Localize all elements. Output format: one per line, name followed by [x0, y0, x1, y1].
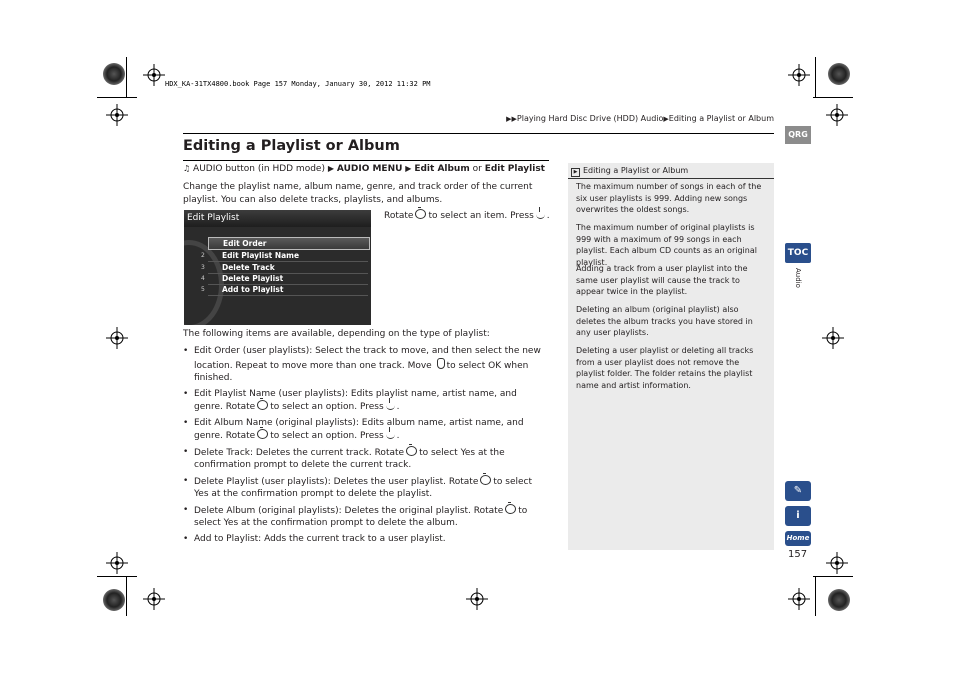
crosshair-mark	[143, 64, 165, 86]
bullet-text: to select an option. Press	[270, 431, 384, 441]
crop-line	[97, 576, 137, 577]
screen-header: Edit Playlist	[184, 210, 371, 227]
home-button[interactable]	[785, 531, 811, 546]
rotate-text: Rotate	[384, 211, 414, 221]
bullet-term: Edit Order (user playlists)	[194, 346, 310, 356]
knob-icon	[505, 504, 516, 514]
registration-dial	[103, 63, 125, 85]
move-icon	[437, 358, 445, 369]
bullet-text: : Deletes the original playlist. Rotate	[338, 505, 504, 516]
menu-item-label: Delete Playlist	[222, 274, 284, 283]
press-icon	[386, 401, 395, 410]
crop-line	[126, 57, 127, 97]
side-note-paragraph: Deleting a user playlist or deleting all tracks from a user playlist does not remove the playlist folder. The folder retains the playlist name and artist information.	[576, 346, 754, 390]
menu-item-number: 2	[201, 252, 205, 259]
knob-icon	[257, 400, 268, 410]
side-note-paragraph: Adding a track from a user playlist into the same user playlist will cause the track to appear twice in the playlist.	[576, 264, 748, 296]
crosshair-mark	[822, 327, 844, 349]
rotate-text: .	[546, 211, 550, 221]
following-text: The following items are available, depending on the type of playlist:	[183, 329, 490, 339]
list-item	[183, 446, 543, 472]
qrg-tab[interactable]: QRG	[785, 126, 811, 144]
path-menu: AUDIO MENU	[336, 164, 403, 174]
breadcrumb	[506, 114, 774, 123]
bullet-text: : Edits playlist name, artist name, and genre. Rotate	[194, 388, 517, 412]
note-box-icon: ▶	[571, 168, 580, 177]
voice-command-index-icon[interactable]: ✎	[785, 481, 811, 501]
bullet-text: to select	[446, 360, 486, 371]
list-item	[183, 345, 543, 385]
page-number: 157	[788, 549, 808, 560]
registration-dial	[103, 589, 125, 611]
menu-item-label: Edit Playlist Name	[222, 251, 300, 260]
bullet-text: Yes	[194, 489, 209, 499]
menu-item-number: 4	[201, 275, 205, 282]
home-label: Home	[786, 534, 810, 542]
bullet-text: at the confirmation prompt to delete the playlist.	[211, 489, 433, 499]
crop-line	[126, 576, 127, 616]
crop-line	[813, 576, 853, 577]
bullet-text: : Deletes the user playlist. Rotate	[327, 476, 479, 487]
side-note-paragraph: The maximum number of original playlists is 999 with a maximum of 99 songs in each playlist. Each album CD counts as an original playlist.	[576, 223, 757, 267]
bullet-text: : Deletes the current track. Rotate	[249, 447, 405, 458]
registration-dial	[828, 589, 850, 611]
crop-line	[97, 97, 137, 98]
crosshair-mark	[106, 104, 128, 126]
bullet-text: Yes	[223, 518, 239, 528]
bullet-text: to select	[419, 447, 458, 458]
page-title: Editing a Playlist or Album	[183, 138, 400, 154]
crosshair-mark	[106, 327, 128, 349]
bullet-text: to select	[493, 476, 533, 487]
file-info: HDX_KA-31TX4800.book Page 157 Monday, January 30, 2012 11:32 PM	[165, 80, 431, 88]
breadcrumb-parent[interactable]: Playing Hard Disc Drive (HDD) Audio	[516, 114, 664, 123]
bullet-text: at the confirmation prompt to delete the current track.	[194, 447, 505, 470]
crop-line	[813, 97, 853, 98]
crosshair-mark	[106, 552, 128, 574]
knob-icon	[480, 475, 491, 485]
toc-tab[interactable]: TOC	[785, 243, 811, 263]
header-rule	[183, 133, 774, 134]
title-rule	[183, 160, 549, 161]
side-note-panel	[568, 163, 774, 550]
info-index-icon[interactable]: i	[785, 506, 811, 526]
bullet-term: Edit Playlist Name (user playlists)	[194, 388, 346, 399]
screen-menu-item	[201, 250, 368, 262]
menu-item-label: Edit Order	[223, 239, 267, 248]
crosshair-mark	[826, 552, 848, 574]
crosshair-mark	[788, 588, 810, 610]
bullet-text: OK	[488, 360, 502, 371]
press-icon	[386, 430, 395, 439]
bullet-text: .	[396, 402, 400, 412]
menu-item-number: 5	[201, 286, 205, 293]
screen-menu-item	[201, 284, 368, 296]
double-arrow-icon: ▶▶	[506, 115, 517, 123]
crosshair-mark	[143, 588, 165, 610]
side-note-paragraph: The maximum number of songs in each of the six user playlists is 999. Adding new songs overwrites the oldest songs.	[576, 182, 762, 214]
bullet-text: : Adds the current track to a user playlist.	[258, 533, 446, 544]
bullet-text: Yes	[460, 447, 476, 458]
bullet-term: Delete Playlist (user playlists)	[194, 476, 328, 487]
path-or: or	[472, 164, 482, 174]
crop-line	[815, 57, 816, 97]
side-note-header	[568, 163, 774, 179]
intro-paragraph: Change the playlist name, album name, genre, and track order of the current playlist. You can also delete tracks, playlists, and albums.	[183, 182, 533, 205]
section-label: Audio	[794, 268, 802, 288]
menu-item-number: 3	[201, 264, 205, 271]
breadcrumb-current: Editing a Playlist or Album	[668, 114, 774, 123]
audio-button-icon: ♫	[183, 164, 191, 173]
path-option-1: Edit Album	[414, 164, 470, 174]
bullet-text: to select an option. Press	[270, 402, 384, 412]
bullet-text: when finished.	[194, 360, 529, 383]
arrow-icon: ▶	[327, 164, 334, 173]
arrow-icon: ▶	[663, 115, 669, 123]
bullet-term: Delete Track	[194, 447, 250, 458]
bullet-text: : Edits album name, artist name, and genre. Rotate	[194, 417, 524, 441]
knob-icon	[406, 446, 417, 456]
list-item	[183, 388, 543, 414]
menu-item-label: Add to Playlist	[222, 285, 284, 294]
edit-playlist-screen	[184, 210, 371, 325]
list-item	[183, 475, 543, 501]
rotate-text: to select an item. Press	[428, 211, 534, 221]
list-item	[183, 504, 543, 530]
registration-dial	[828, 63, 850, 85]
path-option-2: Edit Playlist	[484, 164, 545, 174]
side-note-title: Editing a Playlist or Album	[583, 166, 689, 175]
press-icon	[536, 210, 545, 219]
bullet-text: at the confirmation prompt to delete the album.	[241, 518, 458, 528]
list-item	[183, 417, 543, 443]
bullet-text: : Select the track to move, and then select the new location. Repeat to move more than one track. Move	[194, 346, 541, 371]
path-start: AUDIO button (in HDD mode)	[193, 164, 325, 174]
rotate-instruction	[384, 209, 550, 221]
options-list	[183, 345, 543, 548]
crosshair-mark	[788, 64, 810, 86]
bullet-text: to select	[194, 505, 528, 528]
bullet-term: Add to Playlist	[194, 533, 259, 544]
knob-icon	[257, 429, 268, 439]
bullet-term: Edit Album Name (original playlists)	[194, 417, 356, 428]
arrow-icon: ▶	[405, 164, 412, 173]
screen-menu-item	[208, 237, 370, 250]
bullet-term: Delete Album (original playlists)	[194, 505, 339, 516]
side-note-paragraph: Deleting an album (original playlist) also deletes the album tracks you have stored in any user playlists.	[576, 305, 753, 337]
list-item	[183, 533, 543, 546]
menu-item-label: Delete Track	[222, 263, 275, 272]
crosshair-mark	[826, 104, 848, 126]
crop-line	[815, 576, 816, 616]
knob-icon	[415, 209, 426, 219]
crosshair-mark	[466, 588, 488, 610]
bullet-text: .	[396, 431, 400, 441]
menu-path	[183, 164, 545, 174]
